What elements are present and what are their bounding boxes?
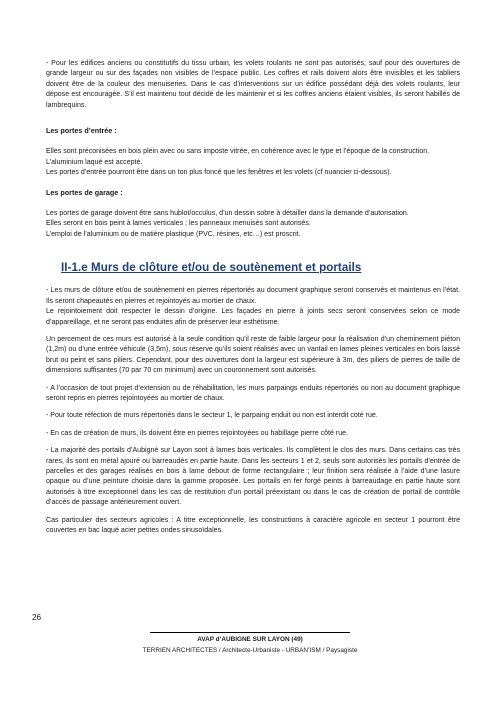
paragraph-garage-bois: Elles seront en bois peint à lames verticales ; les panneaux menuisés sont autorisés.: [46, 220, 311, 228]
paragraph-portails: - La majorité des portails d’Aubigné sur Layon sont à lames bois verticales. Ils complètent le clos des murs. Dans certains cas très rares, ils sont en métal ajouré ou barreaudés en partie haute. Dans les secteurs 1 et 2, seuls sont autorisés les portails d’entrée de parcelles et des garages réalisés en bois à lame debout de forme rectangulaire ; leur finition sera réalisée à l’aide d’une lasure opaque ou d’une peinture choisie dans la gamme proposée. Les portails en fer forgé peints à barreaudage en partie haute sont autorisés à titre exceptionnel dans les cas de restitution d’un portail préexistant ou dans le cas de création de portail de contrôle d’accès de passage antérieurement ouvert.: [46, 447, 460, 507]
paragraph-volets-roulants: - Pour les édifices anciens ou constitutifs du tissu urbain, les volets roulants ne sont pas autorisés, sauf pour des ouvertures de grande largeur ou sur des façades non visibles de l’espace public. Les coffres et rails doivent alors être invisibles et les tabliers doivent être de la couleur des menuiseries. Dans le cas d’interventions sur un édifice possédant déjà des volets roulants, leur dépose est encouragée. S’il est maintenu tout décidé de les maintenir et si les coffres anciens étaient visibles, ils seront habillés de lambrequins.: [46, 60, 460, 109]
paragraph-entree-bois: Elles sont préconisées en bois plein avec ou sans imposte vitrée, en cohérence avec le type et l’époque de la construction.: [46, 148, 430, 156]
paragraph-entree-aluminium: L’aluminium laqué est accepté.: [46, 158, 143, 166]
page-number: 26: [32, 613, 42, 622]
paragraph-refection: - Pour toute réfection de murs répertoriés dans le secteur 1, le parpaing enduit ou non est interdit coté rue.: [46, 412, 378, 420]
heading-portes-garage: Les portes de garage :: [46, 187, 123, 197]
paragraph-creation-murs: - En cas de création de murs, ils doivent être en pierres rejointoyées ou habillage pierre côté rue.: [46, 429, 349, 437]
footer-divider: [150, 632, 350, 633]
paragraph-entree-ton: Les portes d’entrée pourront être dans un ton plus foncé que les fenêtres et les volets (cf nuancier ci-dessous).: [46, 169, 392, 177]
paragraph-extension: - A l’occasion de tout projet d’extension ou de réhabilitation, les murs parpaings enduits répertoriés ou non au document graphique seront repris en pierres rejointoyées au mortier de chaux.: [46, 384, 460, 402]
footer-subtitle: TERRIEN ARCHITECTES / Architecte-Urbaniste - URBAN’ISM / Paysagiste: [142, 647, 358, 654]
section-title: II-1.e Murs de clôture et/ou de soutènement et portails: [61, 261, 362, 275]
paragraph-percement: Un percement de ces murs est autorisé à la seule condition qu’il reste de faible largeur pour la réalisation d’un cheminement piéton (1,2m) ou d’une entrée véhicule (3,5m), sous réserve qu’ils soient réalisés avec un vantail en lames pleines verticales en bois laissé brut ou peint et sans piliers. Cependant, pour des ouvertures dont la largeur est supérieure à 3m, des piliers de pierres de taille de dimensions suffisantes (70 par 70 cm minimum) avec un couronnement sont autorisés.: [46, 335, 460, 375]
paragraph-rejointoiement: Le rejointoiement doit respecter le dessin d’origine. Les façades en pierre à joints secs seront conservées selon ce mode d’appareillage, et ne seront pas enduites afin de préserver leur esthétisme.: [46, 308, 460, 326]
paragraph-murs-conserves: - Les murs de clôture et/ou de soutènement en pierres répertoriés au document graphique seront conservés et maintenus en l’état. Ils seront chapeautés en pierres et rejointoyés au mortier de chaux.: [46, 287, 460, 305]
paragraph-secteurs-agricoles: Cas particulier des secteurs agricoles : A titre exceptionnelle, les constructions à caractère agricole en secteur 1 pourront être couvertes en bac laqué acier petites ondes sinusoïdales.: [46, 516, 460, 534]
paragraph-garage-aluminium: L’emploi de l’aluminium ou de matière plastique (PVC, résines, etc…) est proscrit.: [46, 230, 301, 238]
heading-portes-entree: Les portes d’entrée :: [46, 126, 117, 136]
paragraph-garage-dessin: Les portes de garage doivent être sans hublot/occulus, d’un dessin sobre à détailler dans la demande d’autorisation.: [46, 210, 409, 218]
footer-title: AVAP d’AUBIGNE SUR LAYON (49): [197, 636, 303, 643]
page-body: [46, 59, 460, 536]
